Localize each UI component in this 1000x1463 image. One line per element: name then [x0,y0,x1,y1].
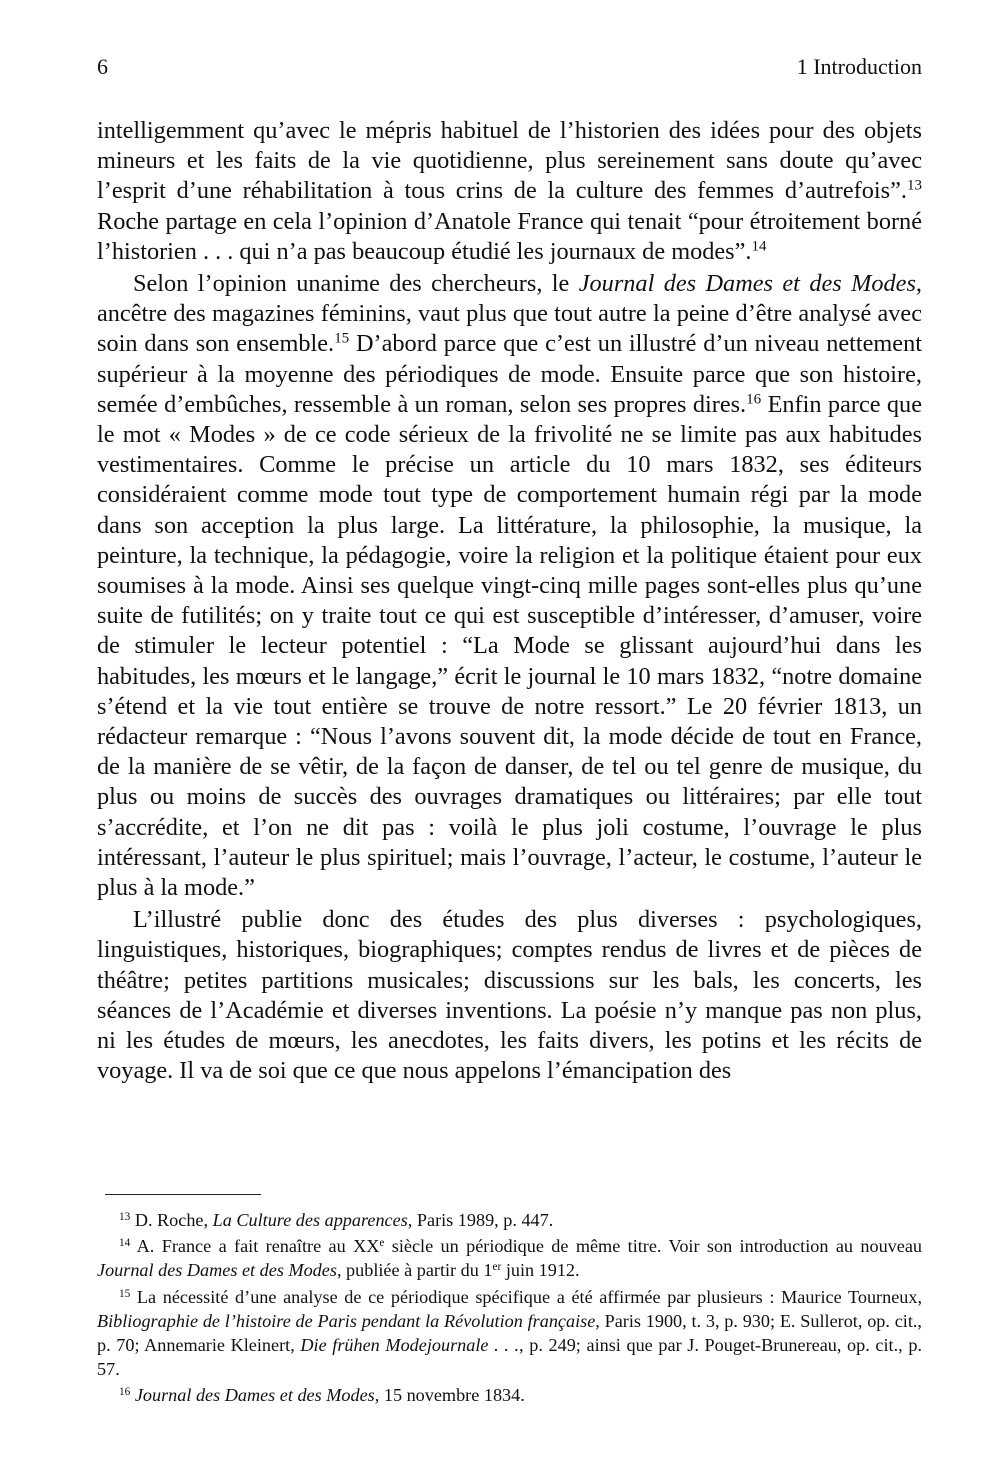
footnote: $^{14}$ A. France a fait renaître au XXe siècle un périodique de même titre. Voir son introduction au nouveau Journal des Dames et des Modes, publiée à partir du 1er juin 1912. [97,1236,922,1281]
footnote-ref: 16 [746,391,762,408]
paragraph: intelligemment qu’avec le mépris habituel de l’historien des idées pour des objets mineurs et les faits de la vie quotidienne, plus sereinement sans doute qu’avec l’esprit d’une réhabilitation à tous crins de la culture des femmes d’autrefois”.$^{13}$ Roche partage en cela l’opinion d’Anatole France qui tenait “pour étroitement borné l’historien . . . qui n’a pas beaucoup étudié les journaux de modes”.$^{14}$ [97,117,922,265]
footnote-number: 14 [119,1237,131,1249]
paragraph: L’illustré publie donc des études des plus diverses : psychologiques, linguistiques, historiques, biographiques; comptes rendus de livres et de pièces de théâtre; petites partitions musicales; discussions sur les bals, les concerts, les séances de l’Académie et diverses inventions. La poésie n’y manque pas non plus, ni les études de mœurs, les anecdotes, les faits divers, les potins et les récits de voyage. Il va de soi que ce que nous appelons l’émancipation des [97,906,922,1085]
paragraph: Selon l’opinion unanime des chercheurs, le Journal des Dames et des Modes, ancêtre des magazines féminins, vaut plus que tout autre la peine d’être analysé avec soin dans son ensemble.$^{15}$ D’abord parce que c’est un illustré d’un niveau nettement supérieur à la moyenne des périodiques de mode. Ensuite parce que son histoire, semée d’embûches, ressemble à un roman, selon ses propres dires.$^{16}$ Enfin parce que le mot « Modes » de ce code sérieux de la frivolité ne se limite pas aux habitudes vestimentaires. Comme le précise un article du 10 mars 1832, ses éditeurs considéraient comme mode tout type de comportement humain régi par la mode dans son acception la plus large. La littérature, la philosophie, la musique, la peinture, la technique, la pédagogie, voire la religion et la politique étaient pour eux soumises à la mode. Ainsi ses quelque vingt-cinq mille pages sont-elles plus qu’une suite de futilités; on y traite tout ce qui est susceptible d’intéresser, d’amuser, voire de stimuler le lecteur potentiel : “La Mode se glissant aujourd’hui dans les habitudes, les mœurs et le langage,” écrit le journal le 10 mars 1832, “notre domaine s’étend et la vie tout entière se trouve de notre ressort.” Le 20 février 1813, un rédacteur remarque : “Nous l’avons souvent dit, la mode décide de tout en France, de la manière de se vêtir, de la façon de danser, de tel ou tel genre de musique, du plus ou moins de succès des ouvrages dramatiques ou littéraires; par elle tout s’accrédite, et l’on ne dit pas : voilà le plus joli costume, l’ouvrage le plus intéressant, l’auteur le plus spirituel; mais l’ouvrage, l’acteur, le costume, l’auteur le plus à la mode.” [97,270,922,902]
footnote-ref: 14 [751,238,767,255]
footnote: $^{13}$ D. Roche, La Culture des apparences, Paris 1989, p. 447. [119,1210,554,1230]
footnote: $^{15}$ La nécessité d’une analyse de ce périodique spécifique a été affirmée par plusieurs : Maurice Tourneux, Bibliographie de l’histoire de Paris pendant la Révolution française, Paris 1900, t. 3, p. 930; E. Sullerot, op. cit., p. 70; Annemarie Kleinert, Die frühen Modejournale . . ., p. 249; ainsi que par J. Pouget-Brunereau, op. cit., p. 57. [97,1286,922,1380]
footnote-ref: 13 [906,178,922,195]
footnote-number: 13 [119,1210,131,1223]
journal-title: Journal des Dames et des Modes [578,270,916,298]
chapter-title: 1 Introduction [796,54,922,79]
footnote-rule [105,1194,261,1195]
footnote-number: 16 [119,1386,131,1399]
footnote-ref: 15 [334,331,350,348]
running-head [97,54,922,88]
page-number: 6 [97,54,108,79]
footnotes [97,1208,922,1410]
footnote: $^{16}$ Journal des Dames et des Modes, 15 novembre 1834. [119,1385,525,1406]
footnote-number: 15 [119,1287,131,1300]
body-text [97,116,922,1087]
